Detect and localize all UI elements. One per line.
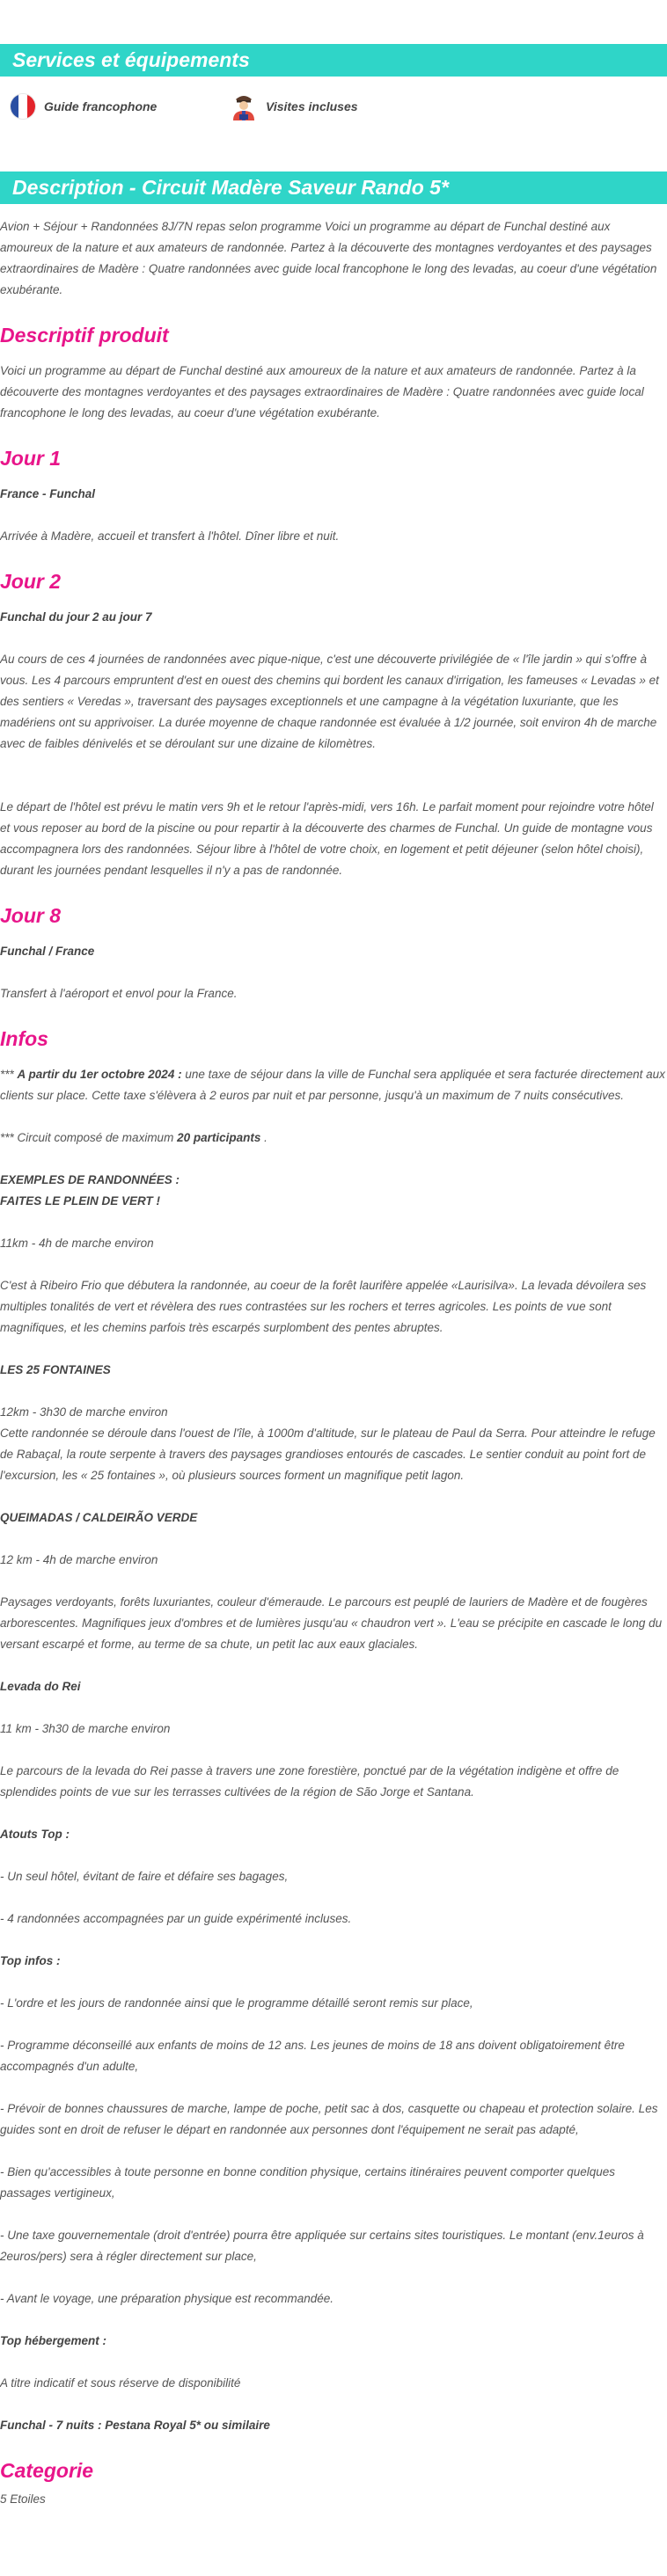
jour8-title: Jour 8 — [0, 904, 62, 927]
hebergement-note: A titre indicatif et sous réserve de disponibilité — [0, 2376, 241, 2390]
examples-title-1: EXEMPLES DE RANDONNÉES : — [0, 1173, 180, 1186]
info-item: - Programme déconseillé aux enfants de moins de 12 ans. Les jeunes de moins de 18 ans doivent obligatoirement être accompagnés d'un adulte, — [0, 2039, 625, 2073]
hebergement-title: Top hébergement : — [0, 2334, 107, 2347]
guide-person-icon — [231, 92, 257, 120]
description-header — [0, 171, 667, 204]
top-infos-title: Top infos : — [0, 1954, 61, 1967]
group-size: 20 participants — [177, 1131, 261, 1144]
service-item-guide — [11, 91, 157, 122]
walk1-text: C'est à Ribeiro Frio que débutera la randonnée, au coeur de la forêt laurifère appelée «Laurisilva». La levada dévoilera ses multiples tonalités de vert et révèlera des rues contrastées sur les rochers et terres agricoles. Les points de vue sont magnifiques, et les chemins parfois très escarpés surplombent des pentes abruptes. — [0, 1279, 647, 1334]
intro-text: Avion + Séjour + Randonnées 8J/7N repas selon programme Voici un programme au départ de Funchal destiné aux amoureux de la nature et aux amateurs de randonnée. Partez à la découverte des montagnes verdoyantes et des paysages extraordinaires de Madère : Quatre randonnées avec guide local francophone le long des levadas, au coeur d'une végétation exubérante. — [0, 220, 657, 296]
jour1-text: Arrivée à Madère, accueil et transfert à l'hôtel. Dîner libre et nuit. — [0, 529, 340, 543]
services-list — [0, 91, 667, 122]
jour2-text-2: Le départ de l'hôtel est prévu le matin vers 9h et le retour l'après-midi, vers 16h. Le parfait moment pour rejoindre votre hôtel et vous reposer au bord de la piscine ou pour repartir à la découverte des charmes de Funchal. Un guide de montagne vous accompagnera lors des randonnées. Séjour libre à l'hôtel de votre choix, en logement et petit déjeuner (selon hôtel choisi), durant les journées pendant lesquelles il n'y a pas de randonnée. — [0, 800, 654, 877]
service-item-visits — [231, 91, 358, 122]
services-header — [0, 44, 667, 77]
french-flag-icon — [11, 94, 35, 119]
tax-text: une taxe de séjour dans la ville de Funchal sera appliquée et sera facturée directement aux clients sur place. Cette taxe s'élèvera à 2 euros par nuit et par personne, jusqu'à un maximum de 7 nuits consécutives. — [0, 1068, 665, 1102]
descriptif-text: Voici un programme au départ de Funchal destiné aux amoureux de la nature et aux amateurs de randonnée. Partez à la découverte des montagnes verdoyantes et des paysages extraordinaires de Madère : Quatre randonnées avec guide local francophone le long des levadas, au coeur d'une végétation exubérante. — [0, 364, 644, 420]
examples-title-2: FAITES LE PLEIN DE VERT ! — [0, 1194, 161, 1208]
info-item: - L'ordre et les jours de randonnée ainsi que le programme détaillé seront remis sur place, — [0, 1996, 473, 2010]
jour1-subtitle: France - Funchal — [0, 487, 96, 500]
atout-item: - 4 randonnées accompagnées par un guide expérimenté incluses. — [0, 1912, 352, 1925]
walk3-title: QUEIMADAS / CALDEIRÃO VERDE — [0, 1511, 198, 1524]
walk2-title: LES 25 FONTAINES — [0, 1363, 111, 1376]
categorie-title: Categorie — [0, 2459, 94, 2482]
description-title: Description - Circuit Madère Saveur Rando 5* — [12, 176, 449, 199]
atouts-title: Atouts Top : — [0, 1828, 70, 1841]
tax-date: A partir du 1er octobre 2024 : — [17, 1068, 182, 1081]
group-prefix: *** Circuit composé de maximum — [0, 1131, 178, 1144]
info-item: - Prévoir de bonnes chaussures de marche, lampe de poche, petit sac à dos, casquette ou chapeau et protection solaire. Les guides sont en droit de refuser le départ en randonnée aux personnes dont l'équipement ne serait pas adapté, — [0, 2102, 658, 2136]
jour2-text-1: Au cours de ces 4 journées de randonnées avec pique-nique, c'est une découverte privilégiée de « l'île jardin » qui s'offre à vous. Les 4 parcours empruntent d'est en ouest des chemins qui bordent les canaux d'irrigation, les fameuses « Levadas » et des sentiers « Veredas », traversant des paysages exceptionnels et une campagne à la végétation luxuriante, que les madériens ont su apprivoiser. La durée moyenne de chaque randonnée est évaluée à 1/2 journée, soit environ 4h de marche avec de faibles dénivelés et se déroulant sur une dizaine de kilomètres. — [0, 653, 659, 750]
description-content — [0, 216, 665, 2510]
group-suffix: . — [260, 1131, 268, 1144]
descriptif-title: Descriptif produit — [0, 324, 169, 347]
walk2-duration: 12km - 3h30 de marche environ — [0, 1405, 168, 1419]
walk1-duration: 11km - 4h de marche environ — [0, 1237, 154, 1250]
service-label: Guide francophone — [44, 99, 158, 113]
info-item: - Bien qu'accessibles à toute personne en bonne condition physique, certains itinéraires peuvent comporter quelques passages vertigineux, — [0, 2165, 616, 2200]
service-label: Visites incluses — [266, 99, 358, 113]
walk3-text: Paysages verdoyants, forêts luxuriantes, couleur d'émeraude. Le parcours est peuplé de lauriers de Madère et de fougères arborescentes. Magnifiques jeux d'ombres et de lumières jusqu'au « chaudron vert ». L'eau se précipite en cascade le long du versant escarpé et forme, au terme de sa chute, un petit lac aux eaux glaciales. — [0, 1595, 663, 1651]
info-item: - Avant le voyage, une préparation physique est recommandée. — [0, 2292, 334, 2305]
atout-item: - Un seul hôtel, évitant de faire et défaire ses bagages, — [0, 1870, 289, 1883]
walk4-duration: 11 km - 3h30 de marche environ — [0, 1722, 171, 1735]
walk2-text: Cette randonnée se déroule dans l'ouest de l'île, à 1000m d'altitude, sur le plateau de Paul da Serra. Pour atteindre le refuge de Rabaçal, la route serpente à travers des paysages grandioses entourés de cascades. Le sentier conduit au point fort de l'excursion, les « 25 fontaines », où plusieurs sources forment un magnifique petit lagon. — [0, 1427, 656, 1482]
jour2-subtitle: Funchal du jour 2 au jour 7 — [0, 610, 152, 624]
walk3-duration: 12 km - 4h de marche environ — [0, 1553, 158, 1566]
tax-prefix: *** — [0, 1068, 18, 1081]
jour8-text: Transfert à l'aéroport et envol pour la France. — [0, 987, 238, 1000]
hebergement-hotel: Funchal - 7 nuits : Pestana Royal 5* ou similaire — [0, 2419, 270, 2432]
jour2-title: Jour 2 — [0, 570, 62, 593]
categorie-value: 5 Etoiles — [0, 2492, 46, 2506]
group-info — [0, 1127, 665, 1149]
services-title: Services et équipements — [12, 48, 250, 71]
jour8-subtitle: Funchal / France — [0, 945, 95, 958]
walk4-text: Le parcours de la levada do Rei passe à travers une zone forestière, ponctué par de la végétation indigène et offre de splendides points de vue sur les terrasses cultivées de la région de São Jorge et Santana. — [0, 1764, 619, 1799]
tax-info — [0, 1064, 665, 1106]
jour1-title: Jour 1 — [0, 447, 62, 470]
walk4-title: Levada do Rei — [0, 1680, 81, 1693]
info-item: - Une taxe gouvernementale (droit d'entrée) pourra être appliquée sur certains sites touristiques. Le montant (env.1euros à 2euros/pers) sera à régler directement sur place, — [0, 2229, 644, 2263]
infos-title: Infos — [0, 1027, 48, 1050]
